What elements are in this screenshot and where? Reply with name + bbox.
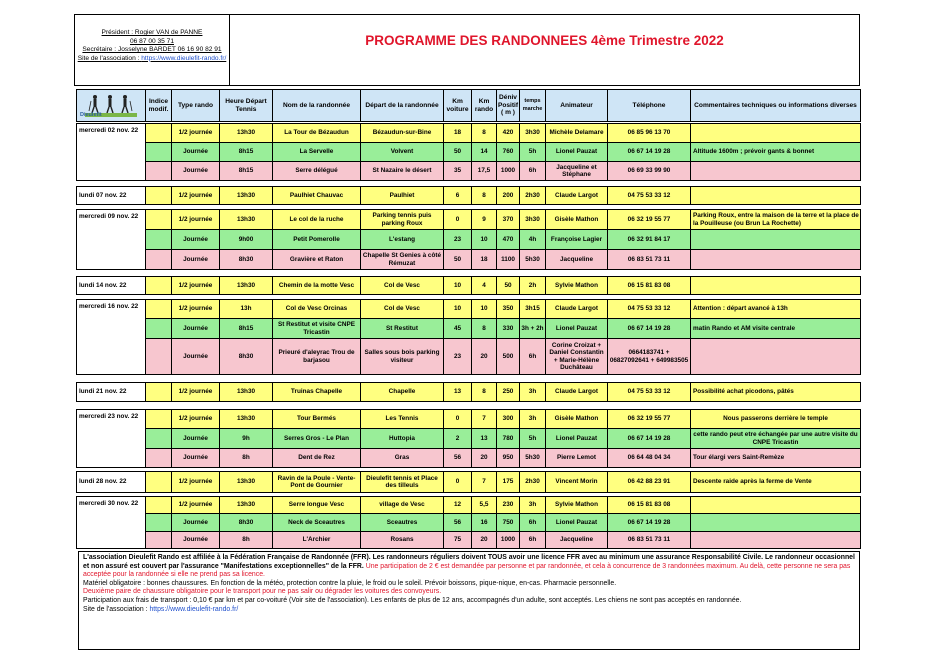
footer-equipment: Matériel obligatoire : bonnes chaussures. En fonction de la météo, protection contre la pluie, le froid ou le soleil. Prévoir boissons, pique-nique, en-cas. Pharmacie personnelle. <box>83 579 617 587</box>
heure-cell: 8h30 <box>219 338 273 375</box>
kmr-cell: 10 <box>471 299 497 319</box>
tel-cell: 06 15 81 83 08 <box>607 276 691 295</box>
kmr-cell: 20 <box>471 338 497 375</box>
kmr-cell: 16 <box>471 513 497 532</box>
nom-cell: Neck de Sceautres <box>272 513 361 532</box>
animateur-cell: Lionel Pauzat <box>545 428 608 449</box>
animateur-cell: Jacqueline <box>545 249 608 270</box>
kmv-cell: 23 <box>443 338 472 375</box>
date-cell: mercredi 02 nov. 22 <box>76 123 146 181</box>
kmr-cell: 8 <box>471 382 497 402</box>
date-cell: mercredi 09 nov. 22 <box>76 209 146 270</box>
site-label: Site de l'association : <box>77 54 142 62</box>
president-phone: 06 87 00 35 71 <box>130 37 174 45</box>
tel-cell: 06 69 33 99 90 <box>607 161 691 181</box>
comment-cell <box>690 161 861 181</box>
indice-cell <box>145 249 172 270</box>
animateur-cell: Gisèle Mathon <box>545 209 608 230</box>
deniv-cell: 760 <box>496 142 520 162</box>
animateur-cell: Vincent Morin <box>545 471 608 493</box>
deniv-cell: 370 <box>496 209 520 230</box>
logo-text: Dieulefit <box>80 111 102 118</box>
comment-cell <box>690 229 861 250</box>
tel-cell: 06 32 19 55 77 <box>607 409 691 429</box>
indice-cell <box>145 496 172 514</box>
indice-cell <box>145 229 172 250</box>
nom-cell: L'Archier <box>272 531 361 549</box>
temps-cell: 5h <box>519 428 546 449</box>
kmv-cell: 0 <box>443 209 472 230</box>
kmr-cell: 8 <box>471 186 497 205</box>
site-line <box>75 55 229 64</box>
page-header <box>74 14 860 86</box>
kmv-cell: 13 <box>443 382 472 402</box>
col-temps: temps marche <box>519 89 546 122</box>
animateur-cell: Claude Largot <box>545 186 608 205</box>
nom-cell: Ravin de la Poule - Vente-Pont de Gournier <box>272 471 361 493</box>
indice-cell <box>145 209 172 230</box>
nom-cell: La Tour de Bézaudun <box>272 123 361 143</box>
kmv-cell: 2 <box>443 428 472 449</box>
date-cell: lundi 07 nov. 22 <box>76 186 146 205</box>
depart-cell: Huttopia <box>360 428 444 449</box>
depart-cell: Dieulefit tennis et Place des tilleuls <box>360 471 444 493</box>
heure-cell: 9h <box>219 428 273 449</box>
day-block-6 <box>77 383 861 402</box>
animateur-cell: Gisèle Mathon <box>545 409 608 429</box>
footer-affiliation <box>83 554 855 580</box>
col-depart: Départ de la randonnée <box>360 89 444 122</box>
comment-cell: Descente raide après la ferme de Vente <box>690 471 861 493</box>
indice-cell <box>145 186 172 205</box>
contact-block <box>75 15 230 85</box>
col-nom: Nom de la randonnée <box>272 89 361 122</box>
day-block-9 <box>77 497 861 549</box>
kmr-cell: 13 <box>471 428 497 449</box>
comment-cell: Attention : départ avancé à 13h <box>690 299 861 319</box>
day-block-7 <box>77 410 861 468</box>
depart-cell: Parking tennis puis parking Roux <box>360 209 444 230</box>
nom-cell: Dent de Rez <box>272 448 361 468</box>
indice-cell <box>145 299 172 319</box>
comment-cell <box>690 531 861 549</box>
comment-cell <box>690 338 861 375</box>
animateur-cell: Françoise Lagier <box>545 229 608 250</box>
temps-cell: 2h <box>519 276 546 295</box>
col-telephone: Téléphone <box>607 89 691 122</box>
indice-cell <box>145 142 172 162</box>
col-deniv: Déniv Positif ( m ) <box>496 89 520 122</box>
kmv-cell: 75 <box>443 531 472 549</box>
kmr-cell: 14 <box>471 142 497 162</box>
temps-cell: 6h <box>519 161 546 181</box>
deniv-cell: 470 <box>496 229 520 250</box>
temps-cell: 6h <box>519 513 546 532</box>
type-cell: Journée <box>171 249 220 270</box>
tel-cell: 04 75 53 33 12 <box>607 382 691 402</box>
nom-cell: La Servelle <box>272 142 361 162</box>
animateur-cell: Jacqueline <box>545 531 608 549</box>
tel-cell: 06 67 14 19 28 <box>607 142 691 162</box>
nom-cell: Col de Vesc Orcinas <box>272 299 361 319</box>
col-commentaires: Commentaires techniques ou informations diverses <box>690 89 861 122</box>
comment-cell: Parking Roux, entre la maison de la terre et la place de la Pouilleuse (ou Brun La Rochette) <box>690 209 861 230</box>
deniv-cell: 1100 <box>496 249 520 270</box>
type-cell: Journée <box>171 338 220 375</box>
site-link[interactable]: https://www.dieulefit-rando.fr/ <box>141 54 227 62</box>
depart-cell: St Nazaire le désert <box>360 161 444 181</box>
date-cell: lundi 14 nov. 22 <box>76 276 146 295</box>
heure-cell: 13h30 <box>219 496 273 514</box>
depart-cell: Gras <box>360 448 444 468</box>
kmr-cell: 8 <box>471 318 497 339</box>
day-block-8 <box>77 472 861 493</box>
date-cell: mercredi 23 nov. 22 <box>76 409 146 468</box>
kmv-cell: 18 <box>443 123 472 143</box>
type-cell: 1/2 journée <box>171 123 220 143</box>
comment-cell: cette rando peut etre échangée par une autre visite du CNPE Tricastin <box>690 428 861 449</box>
heure-cell: 13h30 <box>219 209 273 230</box>
heure-cell: 8h30 <box>219 249 273 270</box>
type-cell: 1/2 journée <box>171 471 220 493</box>
heure-cell: 13h <box>219 299 273 319</box>
kmv-cell: 50 <box>443 249 472 270</box>
comment-cell <box>690 123 861 143</box>
kmv-cell: 0 <box>443 471 472 493</box>
indice-cell <box>145 409 172 429</box>
indice-cell <box>145 338 172 375</box>
indice-cell <box>145 161 172 181</box>
animateur-cell: Jacqueline et Stéphane <box>545 161 608 181</box>
depart-cell: Volvent <box>360 142 444 162</box>
comment-cell: Altitude 1600m ; prévoir gants & bonnet <box>690 142 861 162</box>
tel-cell: 06 15 81 83 08 <box>607 496 691 514</box>
tel-cell: 06 32 19 55 77 <box>607 209 691 230</box>
kmr-cell: 10 <box>471 229 497 250</box>
type-cell: Journée <box>171 142 220 162</box>
animateur-cell: Claude Largot <box>545 382 608 402</box>
comment-cell: matin Rando et AM visite centrale <box>690 318 861 339</box>
animateur-cell: Sylvie Mathon <box>545 276 608 295</box>
animateur-cell: Sylvie Mathon <box>545 496 608 514</box>
heure-cell: 8h15 <box>219 318 273 339</box>
kmv-cell: 56 <box>443 448 472 468</box>
type-cell: 1/2 journée <box>171 276 220 295</box>
heure-cell: 13h30 <box>219 409 273 429</box>
animateur-cell: Lionel Pauzat <box>545 318 608 339</box>
temps-cell: 3h15 <box>519 299 546 319</box>
depart-cell: Rosans <box>360 531 444 549</box>
type-cell: 1/2 journée <box>171 382 220 402</box>
nom-cell: Paulhiet Chauvac <box>272 186 361 205</box>
kmv-cell: 45 <box>443 318 472 339</box>
heure-cell: 8h15 <box>219 161 273 181</box>
temps-cell: 3h <box>519 382 546 402</box>
indice-cell <box>145 428 172 449</box>
col-heure: Heure Départ Tennis <box>219 89 273 122</box>
indice-cell <box>145 448 172 468</box>
date-cell: lundi 28 nov. 22 <box>76 471 146 493</box>
depart-cell: Chapelle <box>360 382 444 402</box>
tel-cell: 04 75 53 33 12 <box>607 299 691 319</box>
kmr-cell: 4 <box>471 276 497 295</box>
indice-cell <box>145 471 172 493</box>
kmv-cell: 12 <box>443 496 472 514</box>
tel-cell: 06 67 14 19 28 <box>607 318 691 339</box>
date-cell: mercredi 16 nov. 22 <box>76 299 146 375</box>
nom-cell: Serre longue Vesc <box>272 496 361 514</box>
tel-cell: 06 67 14 19 28 <box>607 513 691 532</box>
heure-cell: 8h30 <box>219 513 273 532</box>
day-block-5 <box>77 300 861 375</box>
temps-cell: 3h30 <box>519 123 546 143</box>
secretary: Secrétaire : Josselyne BARDET 06 16 90 82 91 <box>82 46 222 54</box>
deniv-cell: 330 <box>496 318 520 339</box>
depart-cell: Col de Vesc <box>360 299 444 319</box>
temps-cell: 5h30 <box>519 249 546 270</box>
animateur-cell: Pierre Lemot <box>545 448 608 468</box>
temps-cell: 5h <box>519 142 546 162</box>
temps-cell: 3h <box>519 409 546 429</box>
nom-cell: Chemin de la motte Vesc <box>272 276 361 295</box>
kmv-cell: 6 <box>443 186 472 205</box>
temps-cell: 2h30 <box>519 471 546 493</box>
kmv-cell: 35 <box>443 161 472 181</box>
deniv-cell: 1000 <box>496 161 520 181</box>
comment-cell <box>690 249 861 270</box>
tel-cell: 06 83 51 73 11 <box>607 531 691 549</box>
nom-cell: Serres Gros - Le Plan <box>272 428 361 449</box>
table-header <box>77 90 861 122</box>
deniv-cell: 780 <box>496 428 520 449</box>
depart-cell: Col de Vesc <box>360 276 444 295</box>
deniv-cell: 175 <box>496 471 520 493</box>
type-cell: Journée <box>171 448 220 468</box>
deniv-cell: 250 <box>496 382 520 402</box>
depart-cell: St Restitut <box>360 318 444 339</box>
heure-cell: 13h30 <box>219 382 273 402</box>
animateur-cell: Michèle Delamare <box>545 123 608 143</box>
tel-cell: 06 64 48 04 34 <box>607 448 691 468</box>
date-cell: mercredi 30 nov. 22 <box>76 496 146 549</box>
deniv-cell: 200 <box>496 186 520 205</box>
kmr-cell: 18 <box>471 249 497 270</box>
deniv-cell: 50 <box>496 276 520 295</box>
type-cell: 1/2 journée <box>171 409 220 429</box>
comment-cell <box>690 276 861 295</box>
kmr-cell: 9 <box>471 209 497 230</box>
col-type: Type rando <box>171 89 220 122</box>
footer-shoes: Deuxième paire de chaussure obligatoire pour le transport pour ne pas salir ou dégrader les voitures des convoyeurs. <box>83 588 442 596</box>
kmv-cell: 0 <box>443 409 472 429</box>
day-block-3 <box>77 210 861 270</box>
deniv-cell: 420 <box>496 123 520 143</box>
nom-cell: Serre délégué <box>272 161 361 181</box>
tel-cell: 06 67 14 19 28 <box>607 428 691 449</box>
president: Président : Rogier VAN de PANNE <box>101 29 203 36</box>
temps-cell: 3h30 <box>519 209 546 230</box>
kmr-cell: 17,5 <box>471 161 497 181</box>
depart-cell: L'estang <box>360 229 444 250</box>
day-block-4 <box>77 277 861 295</box>
kmv-cell: 23 <box>443 229 472 250</box>
comment-cell <box>690 186 861 205</box>
temps-cell: 3h <box>519 496 546 514</box>
deniv-cell: 350 <box>496 299 520 319</box>
indice-cell <box>145 531 172 549</box>
indice-cell <box>145 276 172 295</box>
footer-site <box>83 606 855 615</box>
tel-cell: 06 83 51 73 11 <box>607 249 691 270</box>
nom-cell: Gravière et Raton <box>272 249 361 270</box>
tel-cell: 0664183741 + 06827092641 + 649983505 <box>607 338 691 375</box>
day-block-1 <box>77 124 861 181</box>
type-cell: Journée <box>171 513 220 532</box>
depart-cell: Les Tennis <box>360 409 444 429</box>
comment-cell <box>690 513 861 532</box>
nom-cell: Truinas Chapelle <box>272 382 361 402</box>
deniv-cell: 750 <box>496 513 520 532</box>
temps-cell: 6h <box>519 531 546 549</box>
depart-cell: Paulhiet <box>360 186 444 205</box>
depart-cell: Bézaudun-sur-Bine <box>360 123 444 143</box>
deniv-cell: 950 <box>496 448 520 468</box>
temps-cell: 3h + 2h <box>519 318 546 339</box>
type-cell: Journée <box>171 229 220 250</box>
comment-cell: Tour élargi vers Saint-Remèze <box>690 448 861 468</box>
animateur-cell: Corine Croizat + Daniel Constantin + Marie-Hélène Duchâteau <box>545 338 608 375</box>
heure-cell: 8h15 <box>219 142 273 162</box>
depart-cell: Salles sous bois parking visiteur <box>360 338 444 375</box>
page-title: PROGRAMME DES RANDONNEES 4ème Trimestre 2022 <box>365 33 724 48</box>
type-cell: Journée <box>171 531 220 549</box>
footer-site-link[interactable]: https://www.dieulefit-rando.fr/ <box>149 605 239 613</box>
nom-cell: Tour Bermés <box>272 409 361 429</box>
comment-cell: Possibilité achat picodons, pâtés <box>690 382 861 402</box>
kmr-cell: 20 <box>471 448 497 468</box>
heure-cell: 9h00 <box>219 229 273 250</box>
logo <box>76 89 146 122</box>
temps-cell: 4h <box>519 229 546 250</box>
tel-cell: 06 42 88 23 91 <box>607 471 691 493</box>
kmr-cell: 5,5 <box>471 496 497 514</box>
type-cell: 1/2 journée <box>171 299 220 319</box>
col-animateur: Animateur <box>545 89 608 122</box>
tel-cell: 06 32 91 84 17 <box>607 229 691 250</box>
indice-cell <box>145 513 172 532</box>
footer-affiliation-text: L'association Dieulefit Rando est affiliée à la Fédération Française de Randonnée (FFR). Les randonneurs réguliers doivent TOUS avoir une licence FFR avec au minimum une assurance Responsabilité Civile. Le randonneur occasionnel et non assuré est couvert par l'assurance "Manifestations exceptionnelles" de la FFR. <box>83 554 855 570</box>
temps-cell: 5h30 <box>519 448 546 468</box>
type-cell: Journée <box>171 161 220 181</box>
temps-cell: 6h <box>519 338 546 375</box>
tel-cell: 04 75 53 33 12 <box>607 186 691 205</box>
kmr-cell: 7 <box>471 471 497 493</box>
heure-cell: 13h30 <box>219 471 273 493</box>
col-km-rando: Km rando <box>471 89 497 122</box>
nom-cell: Le col de la ruche <box>272 209 361 230</box>
heure-cell: 13h30 <box>219 186 273 205</box>
animateur-cell: Lionel Pauzat <box>545 513 608 532</box>
deniv-cell: 500 <box>496 338 520 375</box>
type-cell: Journée <box>171 318 220 339</box>
comment-cell: Nous passerons derrière le temple <box>690 409 861 429</box>
type-cell: Journée <box>171 428 220 449</box>
type-cell: 1/2 journée <box>171 496 220 514</box>
indice-cell <box>145 382 172 402</box>
tel-cell: 06 85 96 13 70 <box>607 123 691 143</box>
kmr-cell: 7 <box>471 409 497 429</box>
deniv-cell: 300 <box>496 409 520 429</box>
kmr-cell: 8 <box>471 123 497 143</box>
col-km-voiture: Km voiture <box>443 89 472 122</box>
date-cell: lundi 21 nov. 22 <box>76 382 146 402</box>
kmv-cell: 10 <box>443 276 472 295</box>
type-cell: 1/2 journée <box>171 186 220 205</box>
heure-cell: 8h <box>219 531 273 549</box>
type-cell: 1/2 journée <box>171 209 220 230</box>
temps-cell: 2h30 <box>519 186 546 205</box>
kmv-cell: 10 <box>443 299 472 319</box>
comment-cell <box>690 496 861 514</box>
heure-cell: 13h30 <box>219 123 273 143</box>
footer-transport: Participation aux frais de transport : 0,10 € par km et par co-voituré (Voir site de l'association). Les enfants de plus de 12 ans, accompagnés d'un adulte, sont acceptés. Les chiens ne sont pas acceptés en randonnée. <box>83 596 742 604</box>
day-block-2 <box>77 187 861 205</box>
kmr-cell: 20 <box>471 531 497 549</box>
nom-cell: St Restitut et visite CNPE Tricastin <box>272 318 361 339</box>
nom-cell: Prieuré d'aleyrac Trou de barjasou <box>272 338 361 375</box>
depart-cell: Chapelle St Genies à côté Rémuzat <box>360 249 444 270</box>
depart-cell: Sceautres <box>360 513 444 532</box>
deniv-cell: 1000 <box>496 531 520 549</box>
heure-cell: 13h30 <box>219 276 273 295</box>
kmv-cell: 50 <box>443 142 472 162</box>
footer-participation-text: Une participation de 2 € est demandée par personne et par randonnée, et cela à concurrence de 3 randonnées maximum. Au delà, cette personne ne sera pas acceptée pour la randonnée si elle ne prend pas sa licence. <box>83 562 851 579</box>
col-indice: Indice modif. <box>145 89 172 122</box>
footer-site-label: Site de l'association : <box>83 605 150 613</box>
kmv-cell: 56 <box>443 513 472 532</box>
deniv-cell: 230 <box>496 496 520 514</box>
animateur-cell: Claude Largot <box>545 299 608 319</box>
footer-notes <box>78 551 860 650</box>
nom-cell: Petit Pomerolle <box>272 229 361 250</box>
depart-cell: village de Vesc <box>360 496 444 514</box>
indice-cell <box>145 318 172 339</box>
indice-cell <box>145 123 172 143</box>
heure-cell: 8h <box>219 448 273 468</box>
animateur-cell: Lionel Pauzat <box>545 142 608 162</box>
